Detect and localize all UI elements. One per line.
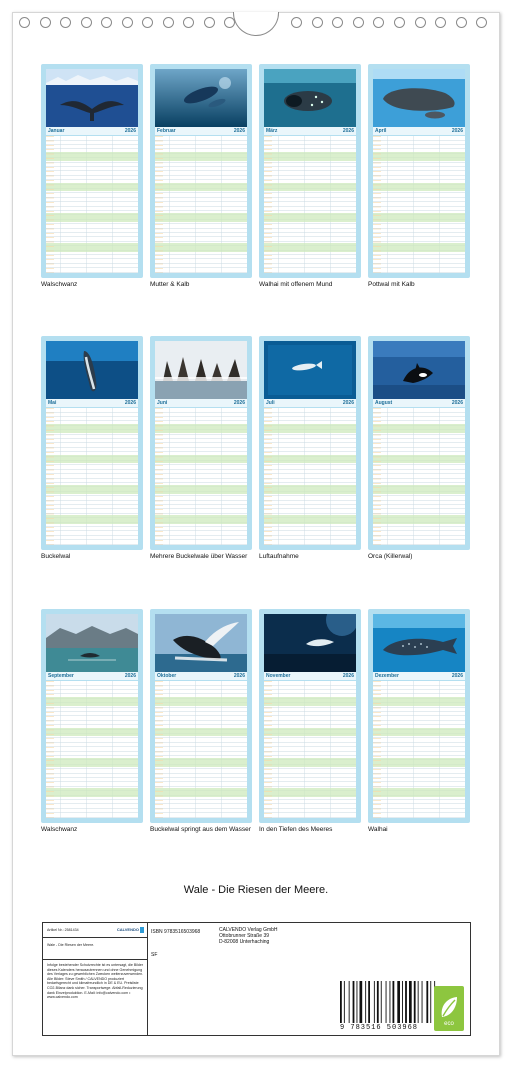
month-year: 2026 [342,128,354,134]
binding-hole [183,17,194,28]
binding-hole [291,17,302,28]
weekend-band [155,788,247,797]
month-photo [373,341,465,399]
month-card [150,336,252,550]
month-card [368,609,470,823]
month-year: 2026 [233,128,245,134]
month-planner-grid [373,136,465,273]
month-name: Oktober [157,673,177,679]
weekend-band [373,788,465,797]
weekend-band [373,697,465,706]
month-name: April [375,128,387,134]
weekend-band [264,485,356,494]
logo-mark-icon [140,927,144,933]
weekend-band [46,788,138,797]
imprint-title-row [43,938,147,960]
weekend-band [264,697,356,706]
weekend-band [373,152,465,161]
month-caption: Walschwanz [41,281,78,288]
month-year: 2026 [233,673,245,679]
weekend-band [155,515,247,524]
month-year: 2026 [451,673,463,679]
month-name: Februar [157,128,176,134]
month-header [264,672,356,680]
month-photo [155,614,247,672]
weekend-band [373,728,465,737]
eco-badge [434,986,464,1031]
publisher-line-2: Ottobrunner Straße 39 [219,933,270,939]
month-card [41,336,143,550]
weekend-band [373,758,465,767]
weekend-band [264,213,356,222]
weekend-band [373,455,465,464]
weekend-band [264,243,356,252]
article-number: Artikel Nr.: 2581434 [47,928,79,932]
month-year: 2026 [233,400,245,406]
barcode-digits: 9 783516 503968 [340,1024,419,1032]
month-planner-grid [46,408,138,545]
month-card [368,64,470,278]
month-header [264,127,356,135]
month-planner-grid [46,681,138,818]
month-header [264,399,356,407]
binding-hole [394,17,405,28]
month-year: 2026 [124,128,136,134]
binding-hole [19,17,30,28]
binding-hole [435,17,446,28]
month-caption: Buckelwal [41,553,71,560]
month-card [150,609,252,823]
weekend-band [46,758,138,767]
month-header [155,399,247,407]
month-planner-grid [264,681,356,818]
month-card [259,609,361,823]
month-caption: Buckelwal springt aus dem Wasser [150,826,251,833]
month-photo [264,614,356,672]
imprint-legal-text: Infolge bestehender Schutzrechte ist es untersagt, die Bilder dieses Kalenders herauszutrennen und ohne Genehmigung des Verlages zu gewerblichen Zwecken weiterzuverwenden. Alle Bilder: Steve Smith / CALVENDO produziert bedarfsgerecht und klimafreundlich in DE & EU. Preisliste CO2-Bilanz dank sicher. Transportwege. Abfall-Reduzierung dank Einzelproduktion. E-Mail: info@calvendo.com • www.calvendo.com [47,963,144,1000]
calendar-title: Wale - Die Riesen der Meere. [183,884,329,896]
month-caption: Walhai [368,826,388,833]
binding-hole [81,17,92,28]
binding-hole [476,17,487,28]
barcode-area [332,923,472,1035]
month-photo [373,614,465,672]
weekend-band [373,183,465,192]
month-name: März [266,128,278,134]
weekend-band [264,455,356,464]
weekend-band [155,424,247,433]
weekend-band [264,424,356,433]
month-card [150,64,252,278]
imprint-left-column [43,923,148,1035]
weekend-band [155,485,247,494]
month-planner-grid [155,408,247,545]
weekend-band [264,728,356,737]
weekend-band [155,213,247,222]
month-header [155,127,247,135]
publisher-line-1: CALVENDO Verlag GmbH [219,927,278,933]
month-photo [46,341,138,399]
month-photo [155,69,247,127]
month-planner-grid [264,136,356,273]
binding-hole [142,17,153,28]
month-name: Januar [48,128,65,134]
weekend-band [373,424,465,433]
month-card [368,336,470,550]
month-name: Juni [157,400,168,406]
weekend-band [373,515,465,524]
month-name: Juli [266,400,275,406]
isbn-text: ISBN 9783516503968 [151,929,201,935]
weekend-band [155,243,247,252]
binding-hole [163,17,174,28]
weekend-band [46,243,138,252]
weekend-band [46,485,138,494]
month-caption: Pottwal mit Kalb [368,281,415,288]
binding-hole [122,17,133,28]
month-photo [46,614,138,672]
imprint-short-title: Wale - Die Riesen der Meere. [47,943,95,947]
month-planner-grid [46,136,138,273]
binding-hole [40,17,51,28]
weekend-band [46,424,138,433]
month-header [373,672,465,680]
weekend-band [155,455,247,464]
weekend-band [373,213,465,222]
weekend-band [46,455,138,464]
weekend-band [46,152,138,161]
month-card [41,609,143,823]
month-name: November [266,673,291,679]
month-name: August [375,400,393,406]
weekend-band [264,758,356,767]
month-photo [373,69,465,127]
month-year: 2026 [342,673,354,679]
product-code: SF [151,952,158,958]
month-year: 2026 [451,128,463,134]
binding-hole [332,17,343,28]
weekend-band [373,485,465,494]
month-caption: Walschwanz [41,826,78,833]
barcode-icon [338,981,446,1023]
month-name: Dezember [375,673,399,679]
month-planner-grid [155,136,247,273]
weekend-band [46,213,138,222]
month-year: 2026 [342,400,354,406]
binding-hole [415,17,426,28]
imprint-article-row [43,923,147,938]
month-caption: Mutter & Kalb [150,281,190,288]
binding-hole [456,17,467,28]
month-header [46,399,138,407]
month-planner-grid [373,681,465,818]
month-caption: Orca (Killerwal) [368,553,413,560]
month-card [41,64,143,278]
month-name: September [48,673,74,679]
binding-hole [101,17,112,28]
binding-hole [373,17,384,28]
calvendo-logo: CALVENDO [116,927,139,932]
weekend-band [264,183,356,192]
month-caption: Walhai mit offenem Mund [259,281,333,288]
month-name: Mai [48,400,57,406]
eco-label: eco [444,1021,454,1027]
weekend-band [264,788,356,797]
weekend-band [373,243,465,252]
month-caption: In den Tiefen des Meeres [259,826,333,833]
month-card [259,336,361,550]
month-photo [264,341,356,399]
month-year: 2026 [451,400,463,406]
month-photo [264,69,356,127]
binding-hole [204,17,215,28]
weekend-band [264,515,356,524]
weekend-band [155,152,247,161]
weekend-band [155,758,247,767]
month-card [259,64,361,278]
month-header [373,399,465,407]
month-caption: Mehrere Buckelwale über Wasser [150,553,248,560]
month-year: 2026 [124,400,136,406]
imprint-middle [148,923,332,1035]
weekend-band [46,183,138,192]
month-planner-grid [155,681,247,818]
weekend-band [46,697,138,706]
month-header [46,127,138,135]
binding-hole [60,17,71,28]
weekend-band [155,183,247,192]
publisher-line-3: D-82008 Unterhaching [219,939,270,945]
month-caption: Luftaufnahme [259,553,299,560]
month-photo [46,69,138,127]
publisher-address [219,927,278,945]
leaf-icon [438,995,460,1021]
weekend-band [46,515,138,524]
weekend-band [155,697,247,706]
month-header [373,127,465,135]
month-header [46,672,138,680]
month-photo [155,341,247,399]
weekend-band [46,728,138,737]
binding-hole [312,17,323,28]
binding-hole [353,17,364,28]
month-header [155,672,247,680]
weekend-band [155,728,247,737]
month-planner-grid [264,408,356,545]
month-year: 2026 [124,673,136,679]
month-planner-grid [373,408,465,545]
imprint-box [42,922,471,1036]
weekend-band [264,152,356,161]
